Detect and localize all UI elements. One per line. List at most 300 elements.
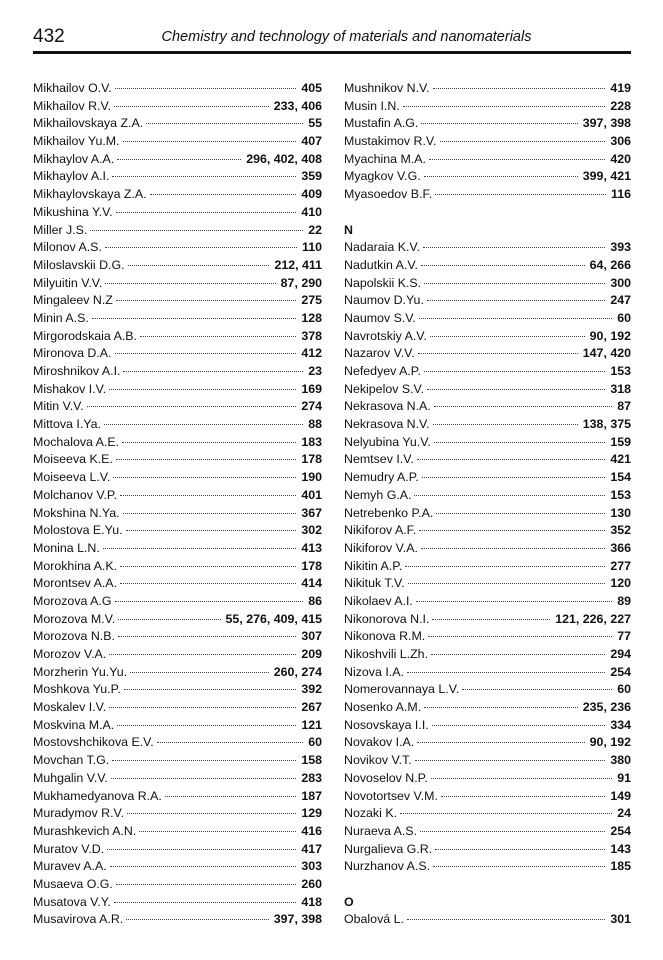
index-entry: [344, 805, 631, 823]
dot-leader: [122, 442, 296, 443]
dot-leader: [146, 123, 303, 124]
entry-name: Nikituk T.V.: [344, 576, 405, 591]
index-entry: [33, 788, 322, 806]
entry-pages: 378: [301, 328, 322, 343]
dot-leader: [424, 371, 605, 372]
entry-name: Myachina M.A.: [344, 151, 426, 166]
entry-pages: 412: [301, 346, 322, 361]
entry-name: Morozova A.G: [33, 593, 112, 608]
index-entry: [344, 292, 631, 310]
dot-leader: [433, 88, 606, 89]
entry-pages: 60: [617, 310, 631, 325]
index-entry: [33, 628, 322, 646]
entry-name: Nekipelov S.V.: [344, 381, 425, 396]
entry-name: Nikonorova N.I.: [344, 611, 430, 626]
entry-pages: 128: [301, 310, 322, 325]
dot-leader: [130, 672, 269, 673]
dot-leader: [127, 813, 296, 814]
dot-leader: [120, 583, 296, 584]
entry-pages: 300: [610, 275, 631, 290]
index-entry: [33, 151, 322, 169]
dot-leader: [441, 796, 605, 797]
entry-name: Minin A.S.: [33, 310, 89, 325]
entry-name: Nikiforov A.F.: [344, 523, 417, 538]
index-entry: [344, 434, 631, 452]
entry-pages: 88: [308, 417, 322, 432]
entry-name: Mukhamedyanova R.A.: [33, 788, 162, 803]
entry-pages: 24: [617, 806, 631, 821]
entry-name: Monina L.N.: [33, 540, 100, 555]
entry-name: Miloslavskii D.G.: [33, 257, 125, 272]
entry-name: Mingaleev N.Z: [33, 293, 113, 308]
entry-pages: 416: [301, 823, 322, 838]
entry-pages: 254: [610, 664, 631, 679]
dot-leader: [462, 689, 612, 690]
index-entry: [344, 186, 631, 204]
entry-name: Muhgalin V.V.: [33, 770, 108, 785]
dot-leader: [424, 176, 578, 177]
entry-name: Nemudry A.P.: [344, 470, 419, 485]
index-entry: [33, 275, 322, 293]
entry-pages: 414: [301, 576, 322, 591]
entry-name: Nosenko A.M.: [344, 700, 422, 715]
entry-name: Musin I.N.: [344, 98, 400, 113]
dot-leader: [416, 601, 612, 602]
entry-name: Nikolaev A.I.: [344, 593, 413, 608]
index-entry: [33, 451, 322, 469]
dot-leader: [417, 459, 606, 460]
index-entry: [33, 522, 322, 540]
dot-leader: [117, 725, 296, 726]
dot-leader: [116, 300, 296, 301]
dot-leader: [115, 88, 297, 89]
entry-name: Nikiforov V.A.: [344, 540, 418, 555]
index-entry: [344, 646, 631, 664]
entry-name: Moskvina M.A.: [33, 717, 115, 732]
dot-leader: [408, 583, 606, 584]
book-title: Chemistry and technology of materials and nanomaterials: [161, 29, 532, 45]
dot-leader: [105, 247, 297, 248]
dot-leader: [139, 831, 296, 832]
index-entry: [344, 858, 631, 876]
entry-pages: 55: [308, 116, 322, 131]
index-entry: [344, 717, 631, 735]
index-entry: [33, 858, 322, 876]
index-entry: [344, 328, 631, 346]
dot-leader: [92, 318, 297, 319]
entry-name: Myagkov V.G.: [344, 169, 421, 184]
index-entry: [33, 593, 322, 611]
dot-leader: [427, 300, 605, 301]
entry-name: Nikonova R.M.: [344, 629, 426, 644]
index-entry: [33, 540, 322, 558]
dot-leader: [434, 406, 612, 407]
entry-name: Mikhailov R.V.: [33, 98, 112, 113]
entry-pages: 419: [610, 81, 631, 95]
dot-leader: [123, 513, 297, 514]
index-entry: [33, 646, 322, 664]
entry-pages: 183: [301, 434, 322, 449]
entry-pages: 417: [301, 841, 322, 856]
entry-name: Myasoedov B.F.: [344, 187, 433, 202]
entry-pages: 301: [610, 912, 631, 927]
entry-name: Mikhaylovskaya Z.A.: [33, 187, 147, 202]
entry-pages: 260: [301, 876, 322, 891]
index-entry: [344, 381, 631, 399]
entry-pages: 55, 276, 409, 415: [225, 611, 322, 626]
index-entry: [33, 345, 322, 363]
entry-name: Mikhaylov A.A.: [33, 151, 115, 166]
dot-leader: [126, 919, 269, 920]
entry-name: Nosovskaya I.I.: [344, 717, 429, 732]
entry-pages: 185: [610, 859, 631, 874]
index-entry: [344, 788, 631, 806]
entry-pages: 60: [308, 735, 322, 750]
entry-name: Novikov V.T.: [344, 753, 412, 768]
dot-leader: [428, 636, 612, 637]
entry-pages: 303: [301, 859, 322, 874]
dot-leader: [429, 159, 605, 160]
spacer: [344, 204, 631, 222]
dot-leader: [104, 424, 303, 425]
spacer: [344, 876, 631, 894]
entry-name: Muradymov R.V.: [33, 806, 125, 821]
index-entry: [33, 204, 322, 222]
dot-leader: [417, 742, 584, 743]
entry-pages: 159: [610, 434, 631, 449]
index-entry: [344, 575, 631, 593]
entry-name: Moshkova Yu.P.: [33, 682, 121, 697]
entry-name: Nelyubina Yu.V.: [344, 434, 431, 449]
entry-name: Molostova E.Yu.: [33, 523, 123, 538]
dot-leader: [421, 123, 577, 124]
dot-leader: [405, 566, 605, 567]
entry-name: Mostovshchikova E.V.: [33, 735, 154, 750]
dot-leader: [440, 141, 606, 142]
dot-leader: [120, 495, 296, 496]
index-entry: [344, 487, 631, 505]
dot-leader: [126, 530, 297, 531]
entry-name: Murashkevich A.N.: [33, 823, 137, 838]
index-entry: [33, 664, 322, 682]
entry-pages: 116: [611, 187, 631, 202]
entry-pages: 405: [301, 81, 322, 95]
dot-leader: [116, 884, 296, 885]
entry-name: Nomerovannaya L.V.: [344, 682, 460, 697]
dot-leader: [430, 336, 585, 337]
entry-name: Novoselov N.P.: [344, 770, 428, 785]
entry-pages: 90, 192: [589, 328, 631, 343]
entry-name: Mikhailovskaya Z.A.: [33, 116, 144, 131]
index-entry: [33, 558, 322, 576]
entry-name: Morokhina A.K.: [33, 558, 118, 573]
index-entry: [33, 734, 322, 752]
entry-name: Nekrasova N.V.: [344, 417, 430, 432]
entry-name: Nikitin A.P.: [344, 558, 403, 573]
entry-name: Muravev A.A.: [33, 859, 107, 874]
entry-pages: 294: [610, 647, 631, 661]
header-rule: [33, 51, 631, 54]
entry-name: Nadaraia K.V.: [344, 240, 421, 255]
entry-pages: 110: [302, 240, 322, 255]
index-entry: [344, 611, 631, 629]
entry-name: Mikhaylov A.I.: [33, 169, 110, 184]
entry-name: Movchan T.G.: [33, 753, 110, 768]
dot-leader: [87, 406, 297, 407]
entry-pages: 367: [301, 505, 322, 520]
index-entry: [344, 593, 631, 611]
index-entry: [344, 98, 631, 116]
dot-leader: [400, 813, 612, 814]
entry-pages: 359: [301, 169, 322, 184]
index-entry: [33, 876, 322, 894]
entry-pages: 120: [610, 576, 631, 591]
entry-pages: 296, 402, 408: [246, 151, 322, 166]
entry-pages: 235, 236: [582, 700, 631, 715]
index-entry: [344, 168, 631, 186]
entry-name: Moiseeva L.V.: [33, 470, 111, 485]
index-entry: [344, 681, 631, 699]
dot-leader: [90, 230, 303, 231]
index-entry: [344, 841, 631, 859]
dot-leader: [114, 902, 296, 903]
index-entry: [33, 434, 322, 452]
dot-leader: [435, 849, 605, 850]
index-entry: [344, 911, 631, 929]
dot-leader: [115, 353, 297, 354]
dot-leader: [109, 654, 296, 655]
entry-name: Nuraeva A.S.: [344, 823, 418, 838]
entry-pages: 22: [308, 222, 322, 237]
entry-pages: 399, 421: [582, 169, 631, 184]
dot-leader: [120, 566, 296, 567]
index-entry: [344, 752, 631, 770]
index-entry: [33, 717, 322, 735]
dot-leader: [407, 919, 605, 920]
index-entry: [33, 505, 322, 523]
index-entry: [33, 168, 322, 186]
dot-leader: [420, 831, 605, 832]
entry-pages: 307: [301, 629, 322, 644]
entry-pages: 274: [301, 399, 322, 414]
entry-name: Navrotskiy A.V.: [344, 328, 427, 343]
dot-leader: [110, 866, 297, 867]
index-entry: [33, 133, 322, 151]
entry-pages: 169: [301, 381, 322, 396]
dot-leader: [103, 548, 297, 549]
entry-pages: 233, 406: [273, 98, 322, 113]
entry-pages: 247: [610, 293, 631, 308]
entry-name: Mikhailov Yu.M.: [33, 134, 120, 149]
entry-name: Nozaki K.: [344, 806, 398, 821]
dot-leader: [118, 619, 220, 620]
entry-pages: 267: [301, 700, 322, 715]
dot-leader: [431, 654, 605, 655]
entry-pages: 409: [301, 187, 322, 202]
dot-leader: [418, 353, 578, 354]
entry-pages: 401: [301, 487, 322, 502]
entry-pages: 23: [308, 364, 322, 378]
entry-name: Moiseeva K.E.: [33, 452, 113, 467]
index-column-left: [33, 80, 322, 929]
entry-name: Mishakov I.V.: [33, 381, 107, 396]
entry-name: Muratov V.D.: [33, 841, 105, 856]
index-entry: [344, 734, 631, 752]
entry-pages: 89: [617, 593, 631, 608]
entry-pages: 64, 266: [589, 257, 631, 272]
index-entry: [33, 115, 322, 133]
entry-pages: 87, 290: [280, 275, 322, 290]
entry-name: Milonov A.S.: [33, 240, 102, 255]
entry-name: Musavirova A.R.: [33, 912, 124, 927]
index-entry: [344, 522, 631, 540]
entry-pages: 352: [610, 523, 631, 538]
dot-leader: [107, 849, 296, 850]
index-entry: [344, 416, 631, 434]
entry-name: Nemtsev I.V.: [344, 452, 414, 467]
index-entry: [33, 823, 322, 841]
index-entry: [33, 186, 322, 204]
entry-pages: 209: [301, 647, 322, 661]
index-entry: [33, 80, 322, 98]
entry-pages: 318: [610, 381, 631, 396]
entry-pages: 302: [301, 523, 322, 538]
entry-pages: 129: [301, 806, 322, 821]
entry-pages: 254: [610, 823, 631, 838]
entry-pages: 397, 398: [273, 912, 322, 927]
index-entry: [344, 628, 631, 646]
index-entry: [344, 239, 631, 257]
index-entry: [33, 841, 322, 859]
dot-leader: [415, 760, 606, 761]
entry-pages: 187: [301, 788, 322, 803]
section-letter: O: [344, 894, 354, 909]
entry-pages: 143: [610, 841, 631, 856]
entry-name: Mochalova A.E.: [33, 434, 120, 449]
page-number: 432: [33, 26, 65, 47]
entry-pages: 121, 226, 227: [555, 611, 631, 626]
entry-pages: 91: [617, 770, 631, 785]
index-entry: [33, 575, 322, 593]
index-entry: [33, 310, 322, 328]
dot-leader: [157, 742, 303, 743]
entry-pages: 380: [610, 753, 631, 768]
dot-leader: [419, 318, 612, 319]
dot-leader: [424, 707, 578, 708]
index-entry: [33, 894, 322, 912]
entry-name: Novakov I.A.: [344, 735, 415, 750]
entry-pages: 334: [610, 717, 631, 732]
entry-pages: 393: [610, 240, 631, 255]
entry-name: Mikushina Y.V.: [33, 204, 113, 219]
dot-leader: [109, 707, 296, 708]
entry-name: Morontsev A.A.: [33, 576, 118, 591]
entry-pages: 410: [301, 204, 322, 219]
index-entry: [33, 752, 322, 770]
dot-leader: [424, 283, 605, 284]
index-entry: [33, 469, 322, 487]
index-entry: [33, 416, 322, 434]
dot-leader: [421, 548, 605, 549]
dot-leader: [431, 778, 612, 779]
entry-name: Napolskii K.S.: [344, 275, 422, 290]
entry-pages: 277: [610, 558, 631, 573]
entry-pages: 420: [610, 151, 631, 166]
entry-name: Moskalev I.V.: [33, 700, 107, 715]
index-entry: [344, 770, 631, 788]
index-entry: [344, 345, 631, 363]
entry-name: Nadutkin A.V.: [344, 257, 418, 272]
dot-leader: [421, 265, 585, 266]
dot-leader: [105, 283, 275, 284]
index-entry: [33, 381, 322, 399]
section-letter: N: [344, 222, 353, 237]
dot-leader: [433, 424, 578, 425]
entry-name: Mirgorodskaia A.B.: [33, 328, 137, 343]
dot-leader: [124, 689, 297, 690]
entry-name: Musatova V.Y.: [33, 894, 111, 909]
index-entry: [33, 770, 322, 788]
index-entry: [33, 805, 322, 823]
entry-name: Morozov V.A.: [33, 647, 107, 661]
entry-name: Musaeva O.G.: [33, 876, 113, 891]
entry-name: Milyuitin V.V.: [33, 275, 103, 290]
entry-name: Nefedyev A.P.: [344, 364, 421, 378]
dot-leader: [116, 212, 297, 213]
entry-pages: 153: [610, 487, 631, 502]
index-entry: [344, 151, 631, 169]
entry-pages: 275: [301, 293, 322, 308]
index-entry: [344, 505, 631, 523]
index-entry: [344, 363, 631, 381]
dot-leader: [435, 194, 606, 195]
entry-pages: 77: [617, 629, 631, 644]
entry-name: Nazarov V.V.: [344, 346, 415, 361]
entry-pages: 260, 274: [273, 664, 322, 679]
entry-pages: 130: [610, 505, 631, 520]
index-entry: [33, 292, 322, 310]
entry-pages: 397, 398: [582, 116, 631, 131]
entry-pages: 158: [301, 753, 322, 768]
entry-pages: 366: [610, 540, 631, 555]
dot-leader: [123, 141, 297, 142]
entry-pages: 121: [301, 717, 322, 732]
dot-leader: [432, 725, 606, 726]
entry-name: Nurzhanov A.S.: [344, 859, 431, 874]
entry-pages: 138, 375: [582, 417, 631, 432]
entry-name: Mikhailov O.V.: [33, 81, 112, 95]
entry-name: Novotortsev V.M.: [344, 788, 438, 803]
index-entry: [33, 611, 322, 629]
entry-name: Mustafin A.G.: [344, 116, 419, 131]
entry-name: Naumov D.Yu.: [344, 293, 424, 308]
entry-pages: 283: [301, 770, 322, 785]
entry-pages: 421: [610, 452, 631, 467]
entry-name: Nikoshvili L.Zh.: [344, 647, 429, 661]
index-entry: [33, 257, 322, 275]
entry-pages: 392: [301, 682, 322, 697]
entry-name: Molchanov V.P.: [33, 487, 118, 502]
entry-name: Obalová L.: [344, 912, 404, 927]
entry-pages: 90, 192: [589, 735, 631, 750]
entry-name: Nemyh G.A.: [344, 487, 412, 502]
entry-pages: 418: [301, 894, 322, 909]
entry-name: Mokshina N.Ya.: [33, 505, 120, 520]
entry-pages: 87: [617, 399, 631, 414]
entry-name: Netrebenko P.A.: [344, 505, 434, 520]
dot-leader: [115, 601, 304, 602]
dot-leader: [128, 265, 270, 266]
